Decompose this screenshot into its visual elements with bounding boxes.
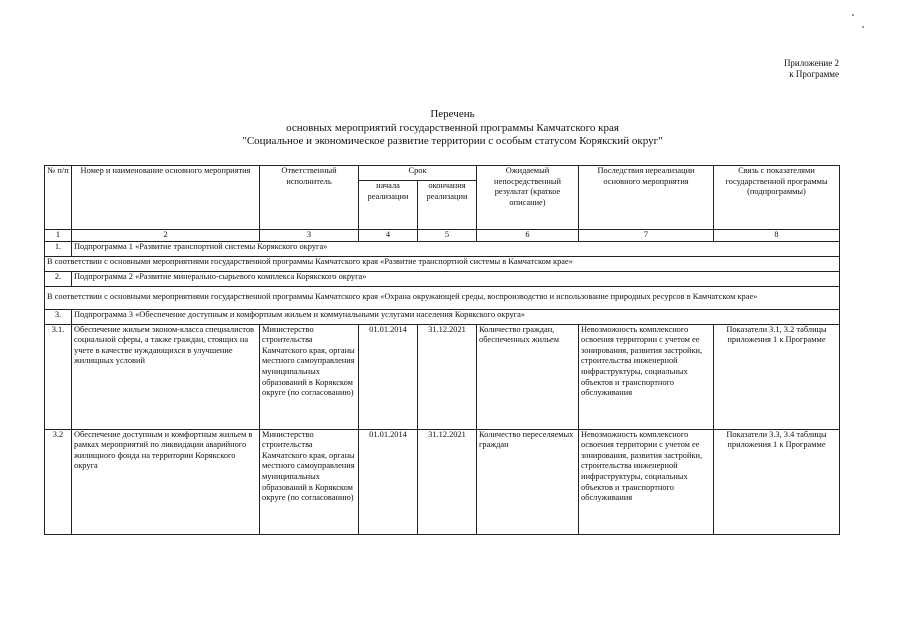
row-expected-result: Количество переселяемых граждан	[477, 429, 579, 534]
header-relation: Связь с показателями государственной программы (подпрограммы)	[714, 166, 840, 230]
column-number: 4	[359, 230, 418, 242]
row-number: 3.1.	[45, 324, 72, 429]
row-end-date: 31.12.2021	[418, 324, 477, 429]
section-note: В соответствии с основными мероприятиями государственной программы Камчатского края «Развитие транспортной системы в Камчатском крае»	[45, 256, 840, 271]
header-consequences: Последствия нереализации основного мероприятия	[579, 166, 714, 230]
title-line-3: "Социальное и экономическое развитие территории с особым статусом Корякский округ"	[242, 135, 663, 147]
header-num: № п/п	[45, 166, 72, 230]
table-row	[45, 429, 840, 534]
document-title	[0, 108, 905, 149]
column-number: 7	[579, 230, 714, 242]
appendix-note	[784, 58, 839, 80]
section-note-row	[45, 256, 840, 271]
header-row	[45, 166, 840, 181]
measures-table	[44, 165, 840, 535]
section-row	[45, 309, 840, 324]
header-result: Ожидаемый непосредственный результат (краткое описание)	[477, 166, 579, 230]
row-number: 3.2	[45, 429, 72, 534]
table-row	[45, 324, 840, 429]
row-measure-name: Обеспечение доступным и комфортным жильем в рамках мероприятий по ликвидации аварийного жилищного фонда на территории Корякского округа	[72, 429, 260, 534]
row-relation: Показатели 3.3, 3.4 таблицы приложения 1 к Программе	[714, 429, 840, 534]
row-start-date: 01.01.2014	[359, 324, 418, 429]
section-note-row	[45, 286, 840, 309]
row-consequences: Невозможность комплексного освоения территории с учетом ее зонирования, развития застройки, строительства инженерной инфраструктуры, социальных объектов и транспортного обслуживания	[579, 324, 714, 429]
row-consequences: Невозможность комплексного освоения территории с учетом ее зонирования, развития застройки, строительства инженерной инфраструктуры, социальных объектов и транспортного обслуживания	[579, 429, 714, 534]
section-number: 1.	[45, 241, 72, 256]
section-number: 3.	[45, 309, 72, 324]
column-number: 5	[418, 230, 477, 242]
section-title: Подпрограмма 1 «Развитие транспортной системы Корякского округа»	[72, 241, 840, 256]
title-line-1: Перечень	[430, 108, 475, 120]
header-end: окончания реализации	[418, 181, 477, 230]
column-number: 2	[72, 230, 260, 242]
row-start-date: 01.01.2014	[359, 429, 418, 534]
scan-speck	[852, 14, 854, 16]
appendix-line-1: Приложение 2	[783, 58, 839, 68]
section-row	[45, 241, 840, 256]
column-number: 6	[477, 230, 579, 242]
header-start: начала реализации	[359, 181, 418, 230]
row-measure-name: Обеспечение жильем эконом-класса специалистов социальной сферы, а также граждан, стоящих на учете в качестве нуждающихся в улучшение жилищных условий	[72, 324, 260, 429]
column-number: 8	[714, 230, 840, 242]
section-note: В соответствии с основными мероприятиями государственной программы Камчатского края «Охрана окружающей среды, воспроизводство и использование природных ресурсов в Камчатском крае»	[45, 286, 840, 309]
section-title: Подпрограмма 2 «Развитие минерально-сырьевого комплекса Корякского округа»	[72, 271, 840, 286]
row-expected-result: Количество граждан, обеспеченных жильем	[477, 324, 579, 429]
row-responsible: Министерство строительства Камчатского края, органы местного самоуправления муниципальных образований в Корякском округе (по согласованию)	[260, 324, 359, 429]
row-end-date: 31.12.2021	[418, 429, 477, 534]
section-title: Подпрограмма 3 «Обеспечение доступным и комфортным жильем и коммунальными услугами населения Корякского округа»	[72, 309, 840, 324]
column-number: 3	[260, 230, 359, 242]
header-term: Срок	[359, 166, 477, 181]
header-name: Номер и наименование основного мероприятия	[72, 166, 260, 230]
appendix-line-2: к Программе	[789, 69, 839, 79]
row-relation: Показатели 3.1, 3.2 таблицы приложения 1 к Программе	[714, 324, 840, 429]
row-responsible: Министерство строительства Камчатского края, органы местного самоуправления муниципальных образований в Корякском округе (по согласованию)	[260, 429, 359, 534]
column-number-row	[45, 230, 840, 242]
title-line-2: основных мероприятий государственной программы Камчатского края	[286, 121, 619, 134]
scan-speck	[862, 26, 864, 28]
header-responsible: Ответственный исполнитель	[260, 166, 359, 230]
section-row	[45, 271, 840, 286]
column-number: 1	[45, 230, 72, 242]
section-number: 2.	[45, 271, 72, 286]
